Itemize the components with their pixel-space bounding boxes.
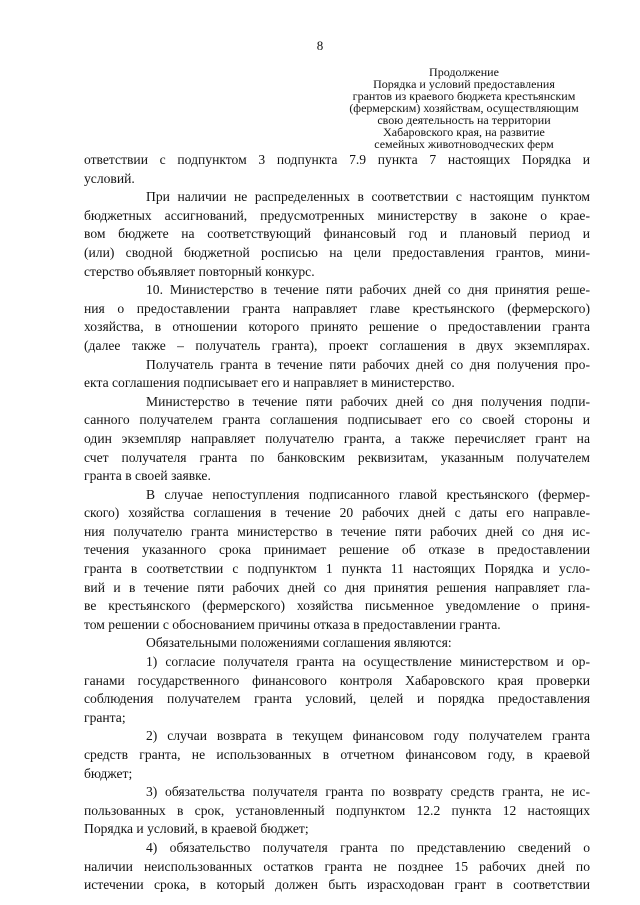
body-line: ния получателю гранта министерство в течение пяти рабочих дней со дня ис- (84, 523, 590, 539)
document-body (84, 151, 590, 895)
body-line: При наличии не распределенных в соответствии с настоящим пунктом (146, 189, 590, 205)
header-line: Хабаровского края, на развитие (383, 125, 545, 139)
body-line: течения указанного срока принимает решение об отказе в предоставлении (84, 542, 590, 558)
body-line: условий. (84, 170, 135, 186)
body-line: 2) случаи возврата в текущем финансовом году получателем гранта (146, 728, 590, 744)
body-line: екта соглашения подписывает его и направляет в министерство. (84, 375, 455, 391)
body-line: ния о предоставлении гранта направляет главе крестьянского (фермерского) (84, 300, 590, 316)
body-line: вом бюджете на соответствующий финансовый год и плановый период и (84, 226, 590, 242)
body-line: соблюдения получателем гранта условий, целей и порядка предоставления (84, 691, 590, 707)
continuation-header (348, 66, 580, 150)
body-line: том решении с обоснованием причины отказа в предоставлении гранта. (84, 616, 501, 632)
body-line: гранта в соответствии с подпунктом 1 пункта 11 настоящих Порядка и усло- (84, 561, 590, 577)
body-line: Порядка и условий, в краевой бюджет; (84, 821, 309, 837)
body-line: 1) согласие получателя гранта на осуществление министерством и ор- (146, 654, 590, 670)
header-line: (фермерским) хозяйствам, осуществляющим (349, 101, 579, 115)
body-line: вий и в течение пяти рабочих дней со дня принятия решения направляет гла- (84, 579, 590, 595)
body-line: хозяйства, в отношении которого принято решение о предоставлении гранта (84, 319, 590, 335)
body-line: наличии неиспользованных остатков гранта не позднее 15 рабочих дней по (84, 858, 590, 874)
body-line: санного получателем гранта соглашения подписывает его со своей стороны и (84, 412, 590, 428)
body-line: бюджетных ассигнований, предусмотренных министерству в законе о крае- (84, 207, 590, 223)
header-line: свою деятельность на территории (377, 113, 551, 127)
body-line: 10. Министерство в течение пяти рабочих дней со дня принятия реше- (146, 282, 590, 298)
body-line: средств гранта, не использованных в отчетном финансовом году, в краевой (84, 747, 590, 762)
body-line: пользованных в срок, установленный подпунктом 12.2 пункта 12 настоящих (84, 802, 590, 818)
body-line: (далее также – получатель гранта), проект соглашения в двух экземплярах. (84, 337, 590, 353)
body-line: стерство объявляет повторный конкурс. (84, 263, 315, 279)
body-line: счет получателя гранта по банковским реквизитам, указанным получателем (84, 449, 590, 465)
page-number: 8 (316, 38, 324, 53)
body-line: 3) обязательства получателя гранта по возврату средств гранта, не ис- (146, 784, 590, 800)
body-line: Министерство в течение пяти рабочих дней со дня получения подпи- (146, 393, 590, 409)
header-line: Порядка и условий предоставления (373, 77, 555, 91)
body-line: один экземпляр направляет получателю гранта, а также перечисляет грант на (84, 430, 590, 446)
body-line: истечении срока, в который должен быть израсходован грант в соответствии (84, 877, 590, 893)
header-line: грантов из краевого бюджета крестьянским (352, 89, 576, 103)
body-line: В случае непоступления подписанного главой крестьянского (фермер- (146, 486, 590, 502)
body-line: ского) хозяйства соглашения в течение 20 рабочих дней с даты его направле- (84, 505, 590, 521)
body-line: гранта; (84, 709, 126, 725)
body-line: ответствии с подпунктом 3 подпункта 7.9 пункта 7 настоящих Порядка и (84, 152, 590, 167)
body-line: ганами государственного финансового контроля Хабаровского края проверки (84, 672, 590, 688)
body-line: 4) обязательство получателя гранта по представлению сведений о (146, 839, 590, 855)
body-line: гранта в своей заявке. (84, 468, 211, 484)
body-line: (или) сводной бюджетной росписью на цели предоставления грантов, мини- (84, 244, 590, 260)
body-line: Обязательными положениями соглашения являются: (146, 635, 452, 651)
header-line: Продолжение (429, 65, 499, 79)
body-line: ве крестьянского (фермерского) хозяйства письменное уведомление о приня- (84, 598, 590, 614)
body-line: Получатель гранта в течение пяти рабочих дней со дня получения про- (146, 356, 590, 372)
body-line: бюджет; (84, 765, 133, 781)
header-line: семейных животноводческих ферм (374, 137, 554, 151)
